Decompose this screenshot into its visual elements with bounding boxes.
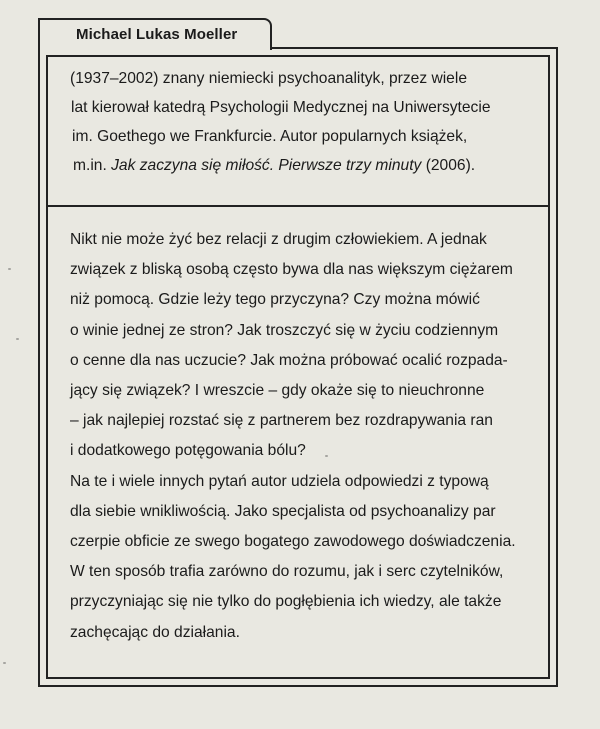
- description-line: W ten sposób trafia zarówno do rozumu, jak i serc czytelników,: [70, 563, 504, 581]
- bio-line4-suffix: (2006).: [421, 157, 476, 174]
- print-speck: [3, 662, 6, 664]
- bio-line: [70, 151, 540, 180]
- description-line: czerpie obficie ze swego bogatego zawodowego doświadczenia.: [70, 533, 516, 551]
- description-line: o winie jednej ze stron? Jak troszczyć się w życiu codziennym: [70, 321, 499, 339]
- description-line: Nikt nie może żyć bez relacji z drugim człowiekiem. A jednak: [70, 231, 487, 248]
- bio-line: (1937–2002) znany niemiecki psychoanalityk, przez wiele: [70, 70, 467, 87]
- description-line: o cenne dla nas uczucie? Jak można próbować ocalić rozpada-: [70, 351, 508, 369]
- book-description: [70, 225, 542, 648]
- description-line: i dodatkowego potęgowania bólu?: [70, 442, 306, 460]
- bio-line: lat kierował katedrą Psychologii Medycznej na Uniwersytecie: [71, 99, 491, 116]
- description-line: zachęcając do działania.: [70, 623, 240, 641]
- print-speck: [16, 338, 19, 340]
- description-line: – jak najlepiej rozstać się z partnerem bez rozdrapywania ran: [70, 412, 493, 430]
- description-line: jący się związek? I wreszcie – gdy okaże się to nieuchronne: [70, 382, 485, 400]
- author-tab: [38, 18, 272, 50]
- print-speck: [8, 268, 11, 270]
- bio-line4-prefix: m.in.: [73, 157, 112, 174]
- section-divider: [46, 205, 550, 207]
- bio-line: im. Goethego we Frankfurcie. Autor popularnych książek,: [72, 128, 468, 145]
- description-line: niż pomocą. Gdzie leży tego przyczyna? Czy można mówić: [70, 291, 480, 309]
- description-line: związek z bliską osobą często bywa dla nas większym ciężarem: [70, 261, 513, 279]
- description-line: dla siebie wnikliwością. Jako specjalista od psychoanalizy par: [70, 502, 496, 520]
- author-name: Michael Lukas Moeller: [76, 26, 238, 43]
- author-bio: [70, 64, 540, 180]
- description-line: Na te i wiele innych pytań autor udziela odpowiedzi z typową: [70, 472, 489, 490]
- description-line: przyczyniając się nie tylko do pogłębienia ich wiedzy, ale także: [70, 593, 502, 611]
- book-title: Jak zaczyna się miłość. Pierwsze trzy minuty: [111, 157, 422, 174]
